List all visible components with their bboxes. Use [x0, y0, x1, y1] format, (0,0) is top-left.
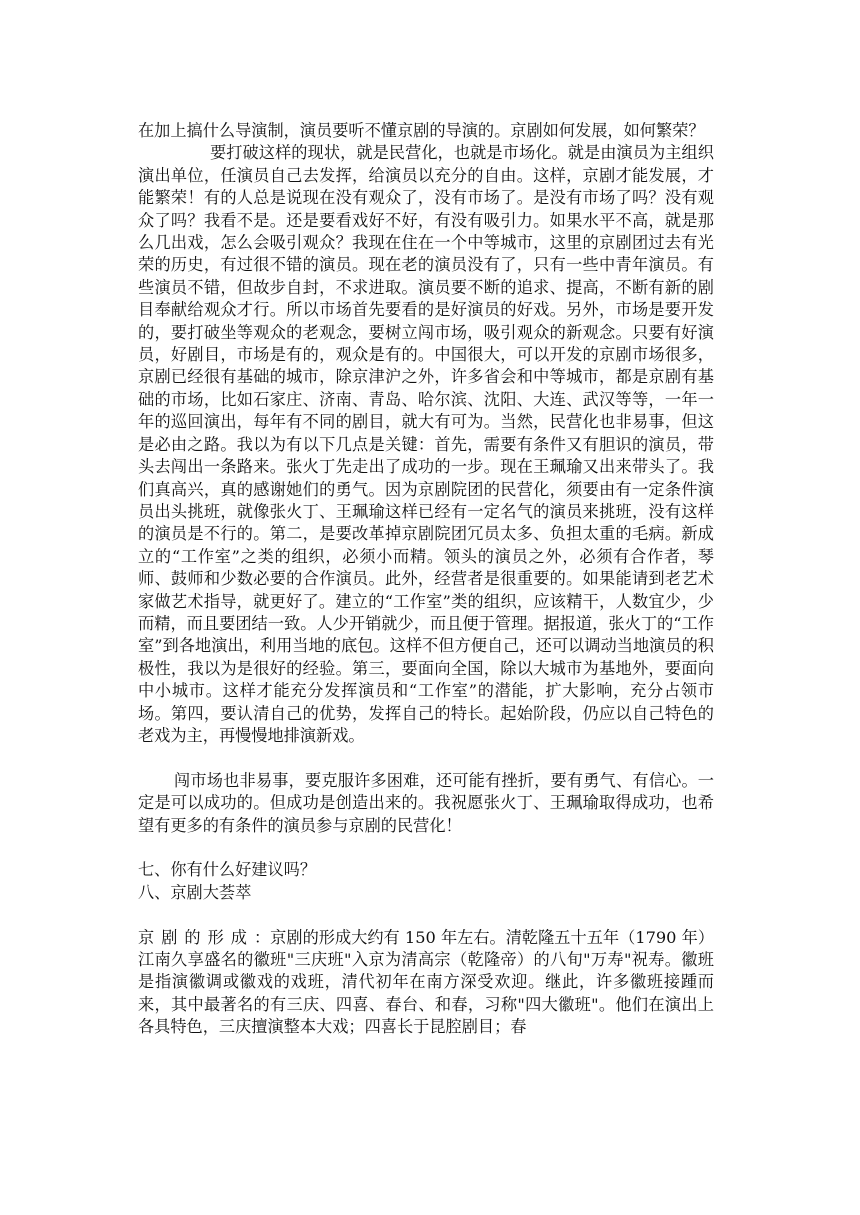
- paragraph-spacer: [138, 904, 714, 926]
- paragraph-formation: [138, 927, 714, 1039]
- paragraph-continuation: 在加上搞什么导演制，演员要听不懂京剧的导演的。京剧如何发展，如何繁荣？: [138, 121, 705, 140]
- document-body: [138, 120, 714, 1039]
- paragraph-marketization: 要打破这样的现状，就是民营化，也就是市场化。就是由演员为主组织演出单位，任演员自己去发挥，给演员以充分的自由。这样，京剧才能发展，才能繁荣！有的人总是说现在没有观众了，没有市场了。是没有市场了吗？没有观众了吗？我看不是。还是要看戏好不好，有没有吸引力。如果水平不高，就是那么几出戏，怎么会吸引观众？我现在住在一个中等城市，这里的京剧团过去有光荣的历史，有过很不错的演员。现在老的演员没有了，只有一些中青年演员。有些演员不错，但故步自封，不求进取。演员要不断的追求、提高，不断有新的剧目奉献给观众才行。所以市场首先要看的是好演员的好戏。另外，市场是要开发的，要打破坐等观众的老观念，要树立闯市场，吸引观众的新观念。只要有好演员，好剧目，市场是有的，观众是有的。中国很大，可以开发的京剧市场很多，京剧已经很有基础的城市，除京津沪之外，许多省会和中等城市，都是京剧有基础的市场，比如石家庄、济南、青岛、哈尔滨、沈阳、大连、武汉等等，一年一年的巡回演出，每年有不同的剧目，就大有可为。当然，民营化也非易事，但这是必由之路。我以为有以下几点是关键：首先，需要有条件又有胆识的演员，带头去闯出一条路来。张火丁先走出了成功的一步。现在王珮瑜又出来带头了。我们真高兴，真的感谢她们的勇气。因为京剧院团的民营化，须要由有一定条件演员出头挑班，就像张火丁、王珮瑜这样已经有一定名气的演员来挑班，没有这样的演员是不行的。第二，是要改革掉京剧院团冗员太多、负担太重的毛病。新成立的“工作室”之类的组织，必须小而精。领头的演员之外，必须有合作者，琴师、鼓师和少数必要的合作演员。此外，经营者是很重要的。如果能请到老艺术家做艺术指导，就更好了。建立的“工作室”类的组织，应该精干，人数宜少，少而精，而且要团结一致。人少开销就少，而且便于管理。据报道，张火丁的“工作室”到各地演出，利用当地的底包。这样不但方便自己，还可以调动当地演员的积极性，我以为是很好的经验。第三，要面向全国，除以大城市为基地外，要面向中小城市。这样才能充分发挥演员和“工作室”的潜能，扩大影响，充分占领市场。第四，要认清自己的优势，发挥自己的特长。起始阶段，仍应以自己特色的老戏为主，再慢慢地排演新戏。: [138, 143, 714, 745]
- section-heading-suggestions: 七、你有什么好建议吗？: [138, 860, 317, 880]
- paragraph-conclusion: 闯市场也非易事，要克服许多困难，还可能有挫折，要有勇气、有信心。一定是可以成功的。但成功是创造出来的。我祝愿张火丁、王珮瑜取得成功，也希望有更多的有条件的演员参与京剧的民营化！: [138, 770, 714, 835]
- paragraph-spacer: [138, 837, 714, 859]
- formation-text: ：京剧的形成大约有 150 年左右。清乾隆五十五年（1790 年）江南久享盛名的徽班"三庆班"入京为清高宗（乾隆帝）的八旬"万寿"祝寿。徽班是指演徽调或徽戏的戏班，清代初年在南方深受欢迎。继此，许多徽班接踵而来，其中最著名的有三庆、四喜、春台、和春，习称"四大徽班"。他们在演出上各具特色，三庆擅演整本大戏；四喜长于昆腔剧目；春: [138, 927, 715, 1037]
- section-heading-showcase: 八、京剧大荟萃: [138, 882, 252, 902]
- formation-term: 京剧的形成: [138, 927, 254, 947]
- paragraph-spacer: [138, 747, 714, 769]
